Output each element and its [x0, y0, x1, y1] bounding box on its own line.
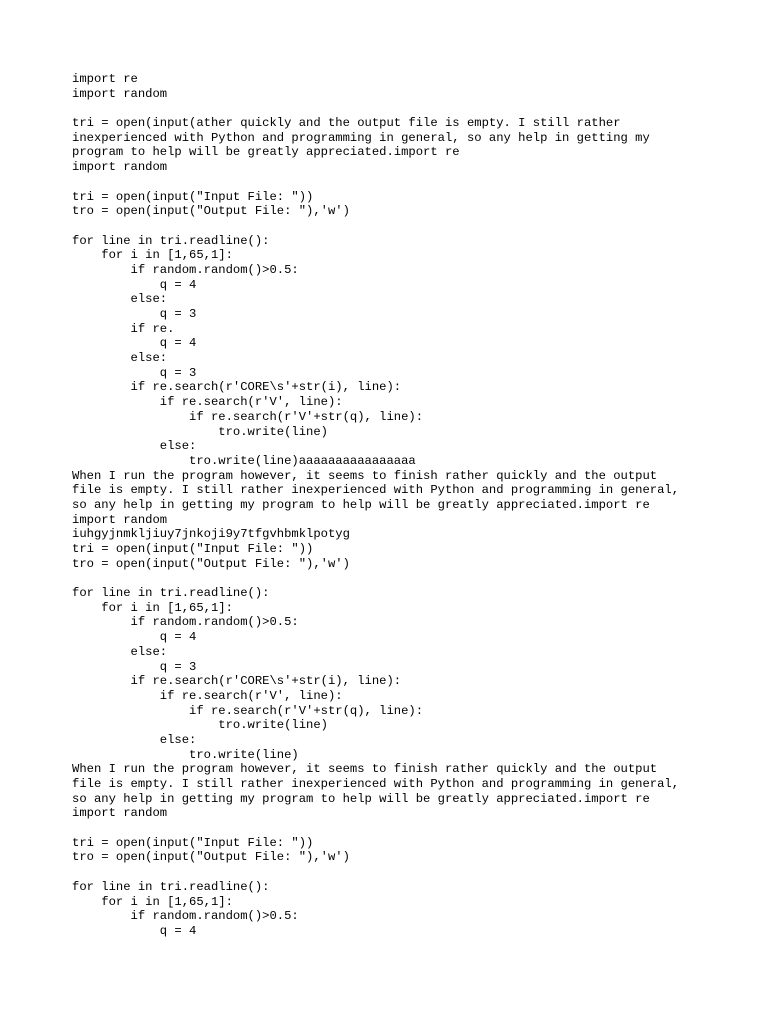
document-line	[72, 101, 712, 116]
document-line: for i in [1,65,1]:	[72, 894, 233, 909]
document-line: import random	[72, 160, 168, 175]
document-line: When I run the program however, it seems to finish rather quickly and the output	[72, 468, 658, 483]
document-line: for line in tri.readline():	[72, 233, 270, 248]
document-line: if re.	[72, 321, 175, 336]
document-line: tro = open(input("Output File: "),'w')	[72, 556, 350, 571]
document-line: When I run the program however, it seems to finish rather quickly and the output	[72, 762, 658, 777]
document-line: file is empty. I still rather inexperienced with Python and programming in general,	[72, 483, 680, 498]
document-line: q = 4	[72, 277, 197, 292]
document-line: q = 4	[72, 923, 197, 938]
document-line: tro.write(line)aaaaaaaaaaaaaaaa	[72, 453, 416, 468]
document-line: if re.search(r'CORE\s'+str(i), line):	[72, 674, 402, 689]
document-line: import random	[72, 86, 168, 101]
document-line: else:	[72, 351, 168, 366]
document-line: else:	[72, 732, 197, 747]
document-line: tri = open(input("Input File: "))	[72, 189, 314, 204]
code-text-block	[72, 72, 712, 939]
document-line: if re.search(r'V', line):	[72, 688, 343, 703]
document-line: if re.search(r'CORE\s'+str(i), line):	[72, 380, 402, 395]
document-line: tro.write(line)	[72, 424, 328, 439]
document-line: for i in [1,65,1]:	[72, 248, 233, 263]
document-line: if random.random()>0.5:	[72, 262, 299, 277]
document-line: inexperienced with Python and programming in general, so any help in getting my	[72, 130, 650, 145]
document-line: tro.write(line)	[72, 747, 299, 762]
document-line: tro = open(input("Output File: "),'w')	[72, 204, 350, 219]
document-line: if random.random()>0.5:	[72, 909, 299, 924]
document-line: else:	[72, 644, 168, 659]
document-line: tri = open(input("Input File: "))	[72, 542, 314, 556]
document-line: program to help will be greatly appreciated.import re	[72, 145, 460, 160]
document-line: iuhgyjnmkljiuy7jnkoji9y7tfgvhbmklpotyg	[72, 527, 350, 542]
document-line	[72, 865, 712, 880]
document-line: q = 3	[72, 659, 197, 674]
document-line: if random.random()>0.5:	[72, 615, 299, 630]
document-line: q = 4	[72, 336, 197, 351]
document-line: tro = open(input("Output File: "),'w')	[72, 850, 350, 865]
document-line: import random	[72, 806, 168, 821]
document-line: import re	[72, 72, 138, 86]
document-line	[72, 175, 712, 190]
document-line: q = 4	[72, 630, 197, 645]
document-line: tro.write(line)	[72, 718, 328, 733]
document-line: if re.search(r'V', line):	[72, 395, 343, 410]
document-line: import random	[72, 512, 168, 527]
document-line	[72, 219, 712, 234]
document-line: so any help in getting my program to help will be greatly appreciated.import re	[72, 791, 650, 806]
document-line	[72, 821, 712, 836]
document-line: else:	[72, 439, 197, 454]
document-line: else:	[72, 292, 168, 307]
document-line: for i in [1,65,1]:	[72, 600, 233, 615]
document-line: if re.search(r'V'+str(q), line):	[72, 703, 424, 718]
document-line: so any help in getting my program to help will be greatly appreciated.import re	[72, 497, 650, 512]
document-line: file is empty. I still rather inexperienced with Python and programming in general,	[72, 777, 680, 791]
document-line: for line in tri.readline():	[72, 586, 270, 601]
document-line: tri = open(input(ather quickly and the output file is empty. I still rather	[72, 116, 621, 131]
document-line: q = 3	[72, 307, 197, 321]
document-line: tri = open(input("Input File: "))	[72, 835, 314, 850]
document-line	[72, 571, 712, 586]
document-line: if re.search(r'V'+str(q), line):	[72, 409, 424, 424]
document-line: q = 3	[72, 365, 197, 380]
document-line: for line in tri.readline():	[72, 879, 270, 894]
